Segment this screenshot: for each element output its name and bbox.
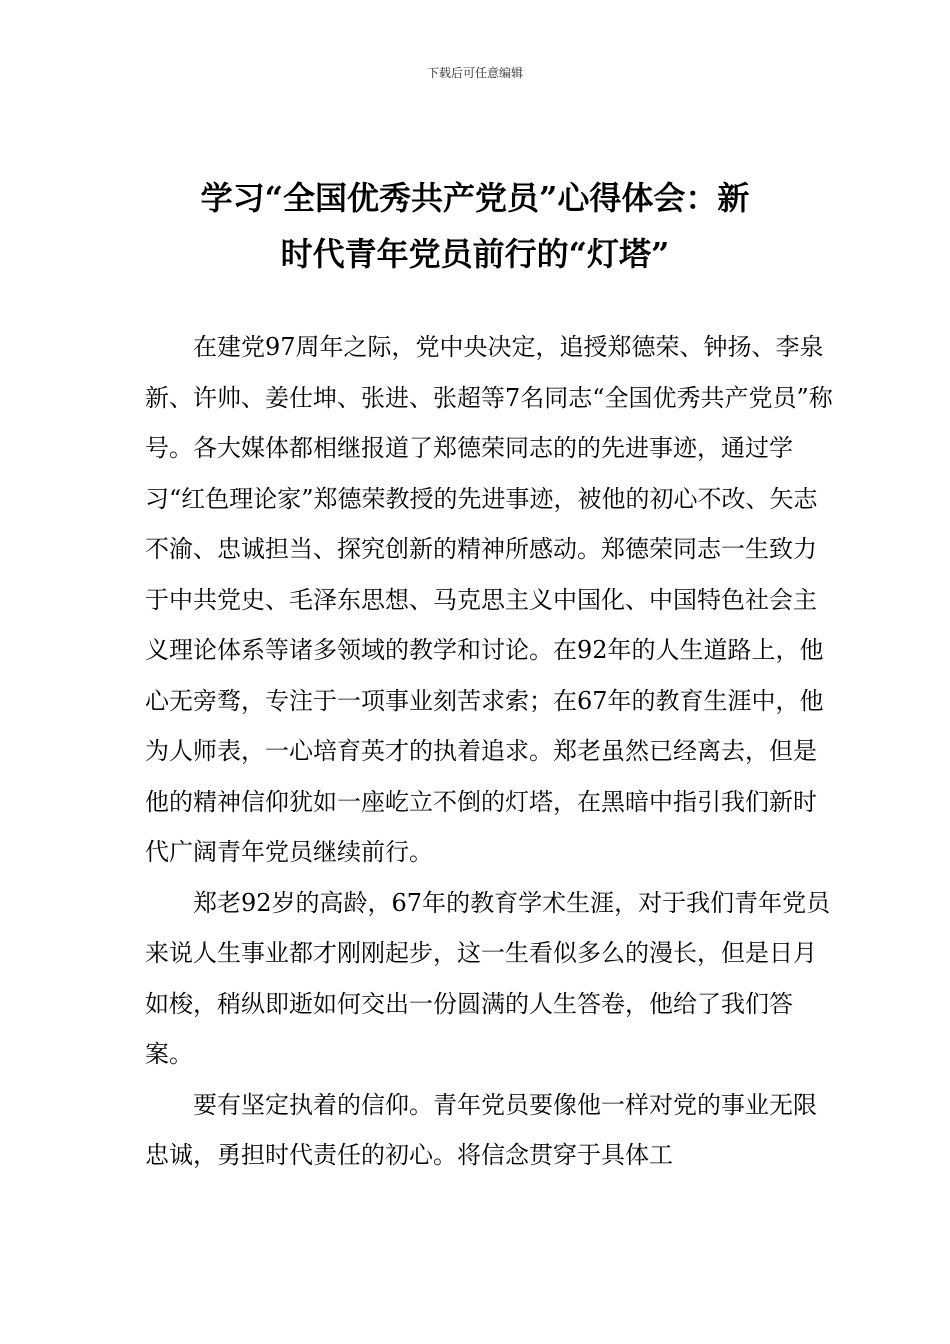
paragraph-2: 郑老92岁的高龄，67年的教育学术生涯，对于我们青年党员来说人生事业都才刚刚起步，这一生看似多么的漫长，但是日月如梭，稍纵即逝如何交出一份圆满的人生答卷，他给了我们答案。 bbox=[145, 888, 831, 1068]
header-note: 下载后可任意编辑 bbox=[426, 66, 523, 80]
document-body bbox=[145, 322, 835, 1181]
document-title bbox=[120, 170, 830, 282]
paragraph-1: 在建党97周年之际，党中央决定，追授郑德荣、钟扬、李泉新、许帅、姜仕坤、张进、张超等7名同志“全国优秀共产党员”称号。各大媒体都相继报道了郑德荣同志的的先进事迹，通过学习“红色理论家”郑德荣教授的先进事迹，被他的初心不改、矢志不渝、忠诚担当、探究创新的精神所感动。郑德荣同志一生致力于中共党史、毛泽东思想、马克思主义中国化、中国特色社会主义理论体系等诸多领域的教学和讨论。在92年的人生道路上，他心无旁骛，专注于一项事业刻苦求索；在67年的教育生涯中，他为人师表，一心培育英才的执着追求。郑老虽然已经离去，但是他的精神信仰犹如一座屹立不倒的灯塔，在黑暗中指引我们新时代广阔青年党员继续前行。 bbox=[145, 333, 833, 866]
paragraph-3: 要有坚定执着的信仰。青年党员要像他一样对党的事业无限忠诚，勇担时代责任的初心。将信念贯穿于具体工 bbox=[145, 1090, 817, 1169]
title-line-2: 时代青年党员前行的“灯塔” bbox=[280, 235, 670, 273]
title-line-1: 学习“全国优秀共产党员”心得体会：新 bbox=[200, 179, 750, 217]
